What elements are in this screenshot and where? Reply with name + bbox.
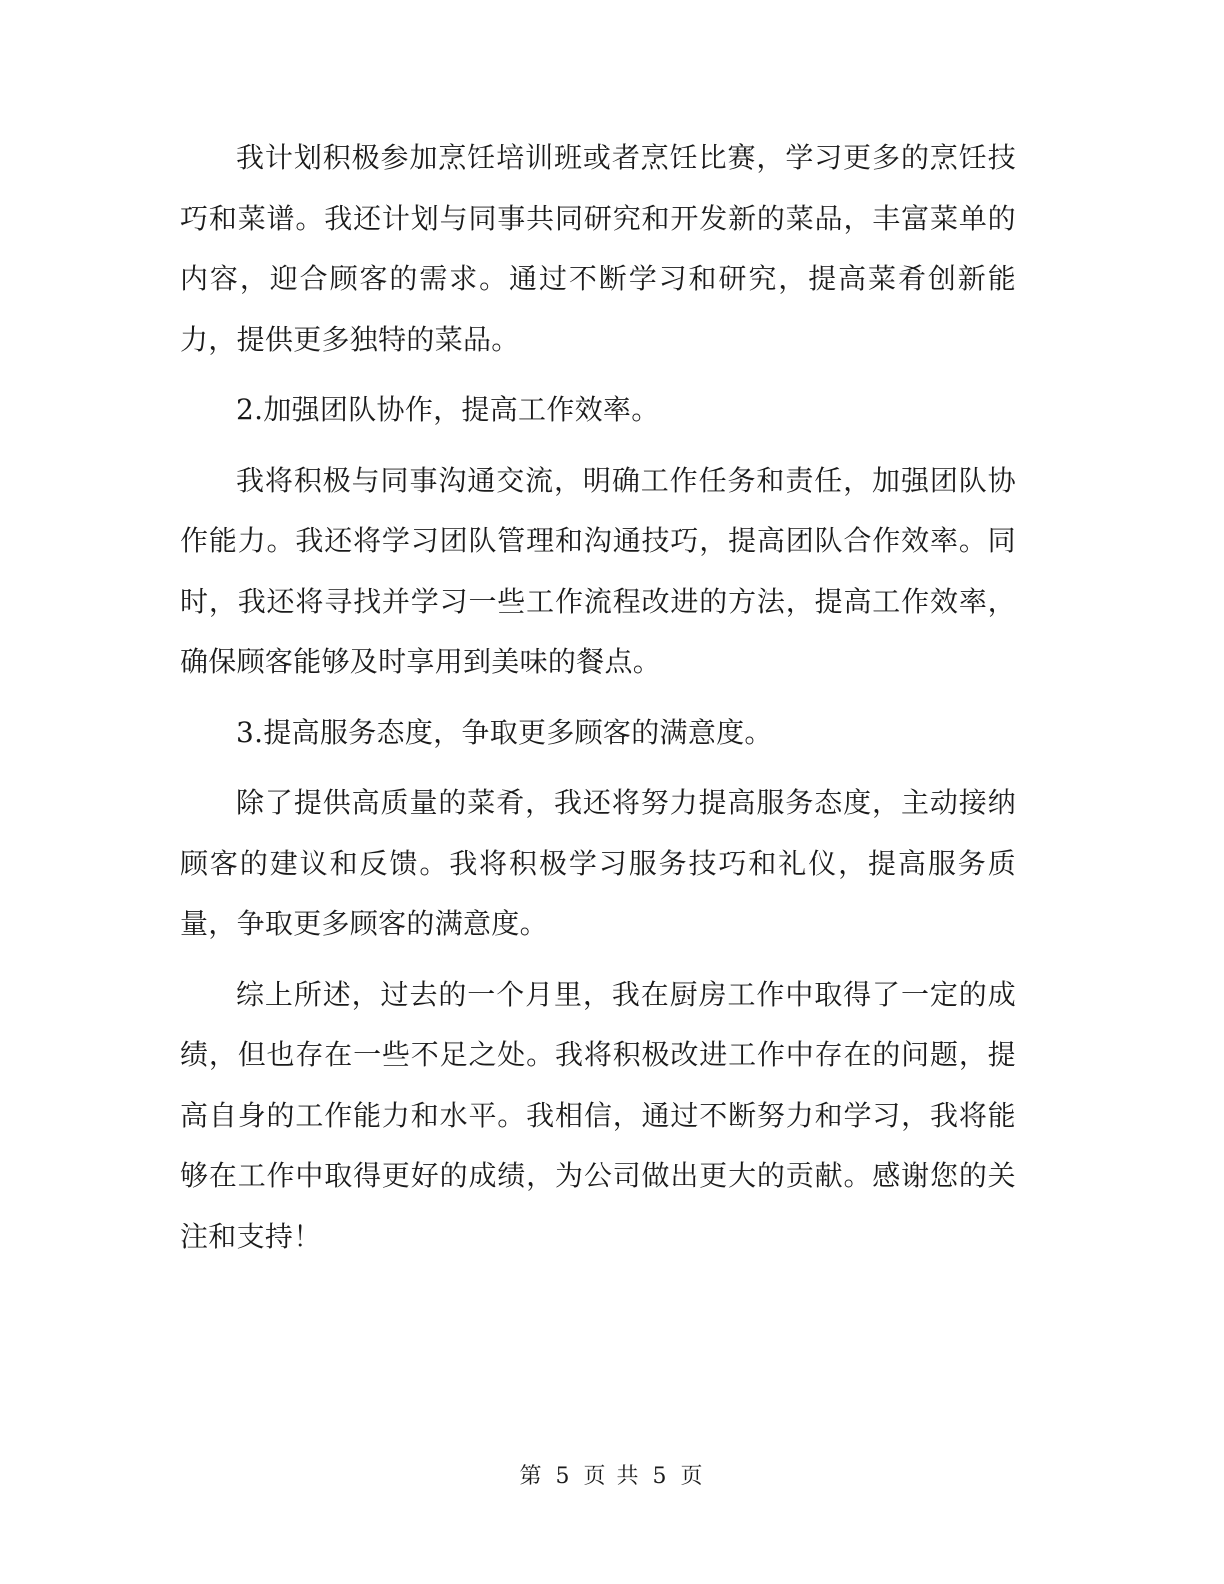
heading-service: 3.提高服务态度，争取更多顾客的满意度。 <box>236 715 773 749</box>
page-label-middle: 页 共 <box>583 1464 641 1489</box>
current-page-number: 5 <box>555 1464 572 1489</box>
page-label-prefix: 第 <box>519 1464 544 1489</box>
total-pages-number: 5 <box>652 1464 669 1489</box>
page-number-footer <box>0 1462 1224 1492</box>
paragraph-study-plan: 我计划积极参加烹饪培训班或者烹饪比赛，学习更多的烹饪技巧和菜谱。我还计划与同事共同研究和开发新的菜品，丰富菜单的内容，迎合顾客的需求。通过不断学习和研究，提高菜肴创新能力，提供更多独特的菜品。 <box>180 141 1016 356</box>
page-label-suffix: 页 <box>680 1464 705 1489</box>
paragraph-conclusion: 综上所述，过去的一个月里，我在厨房工作中取得了一定的成绩，但也存在一些不足之处。我将积极改进工作中存在的问题，提高自身的工作能力和水平。我相信，通过不断努力和学习，我将能够在工作中取得更好的成绩，为公司做出更大的贡献。感谢您的关注和支持！ <box>180 977 1016 1253</box>
document-body <box>180 128 1016 1277</box>
heading-teamwork: 2.加强团队协作，提高工作效率。 <box>236 393 660 426</box>
paragraph-service: 除了提供高质量的菜肴，我还将努力提高服务态度，主动接纳顾客的建议和反馈。我将积极学习服务技巧和礼仪，提高服务质量，争取更多顾客的满意度。 <box>180 786 1016 940</box>
paragraph-teamwork: 我将积极与同事沟通交流，明确工作任务和责任，加强团队协作能力。我还将学习团队管理和沟通技巧，提高团队合作效率。同时，我还将寻找并学习一些工作流程改进的方法，提高工作效率，确保顾客能够及时享用到美味的餐点。 <box>180 463 1016 678</box>
